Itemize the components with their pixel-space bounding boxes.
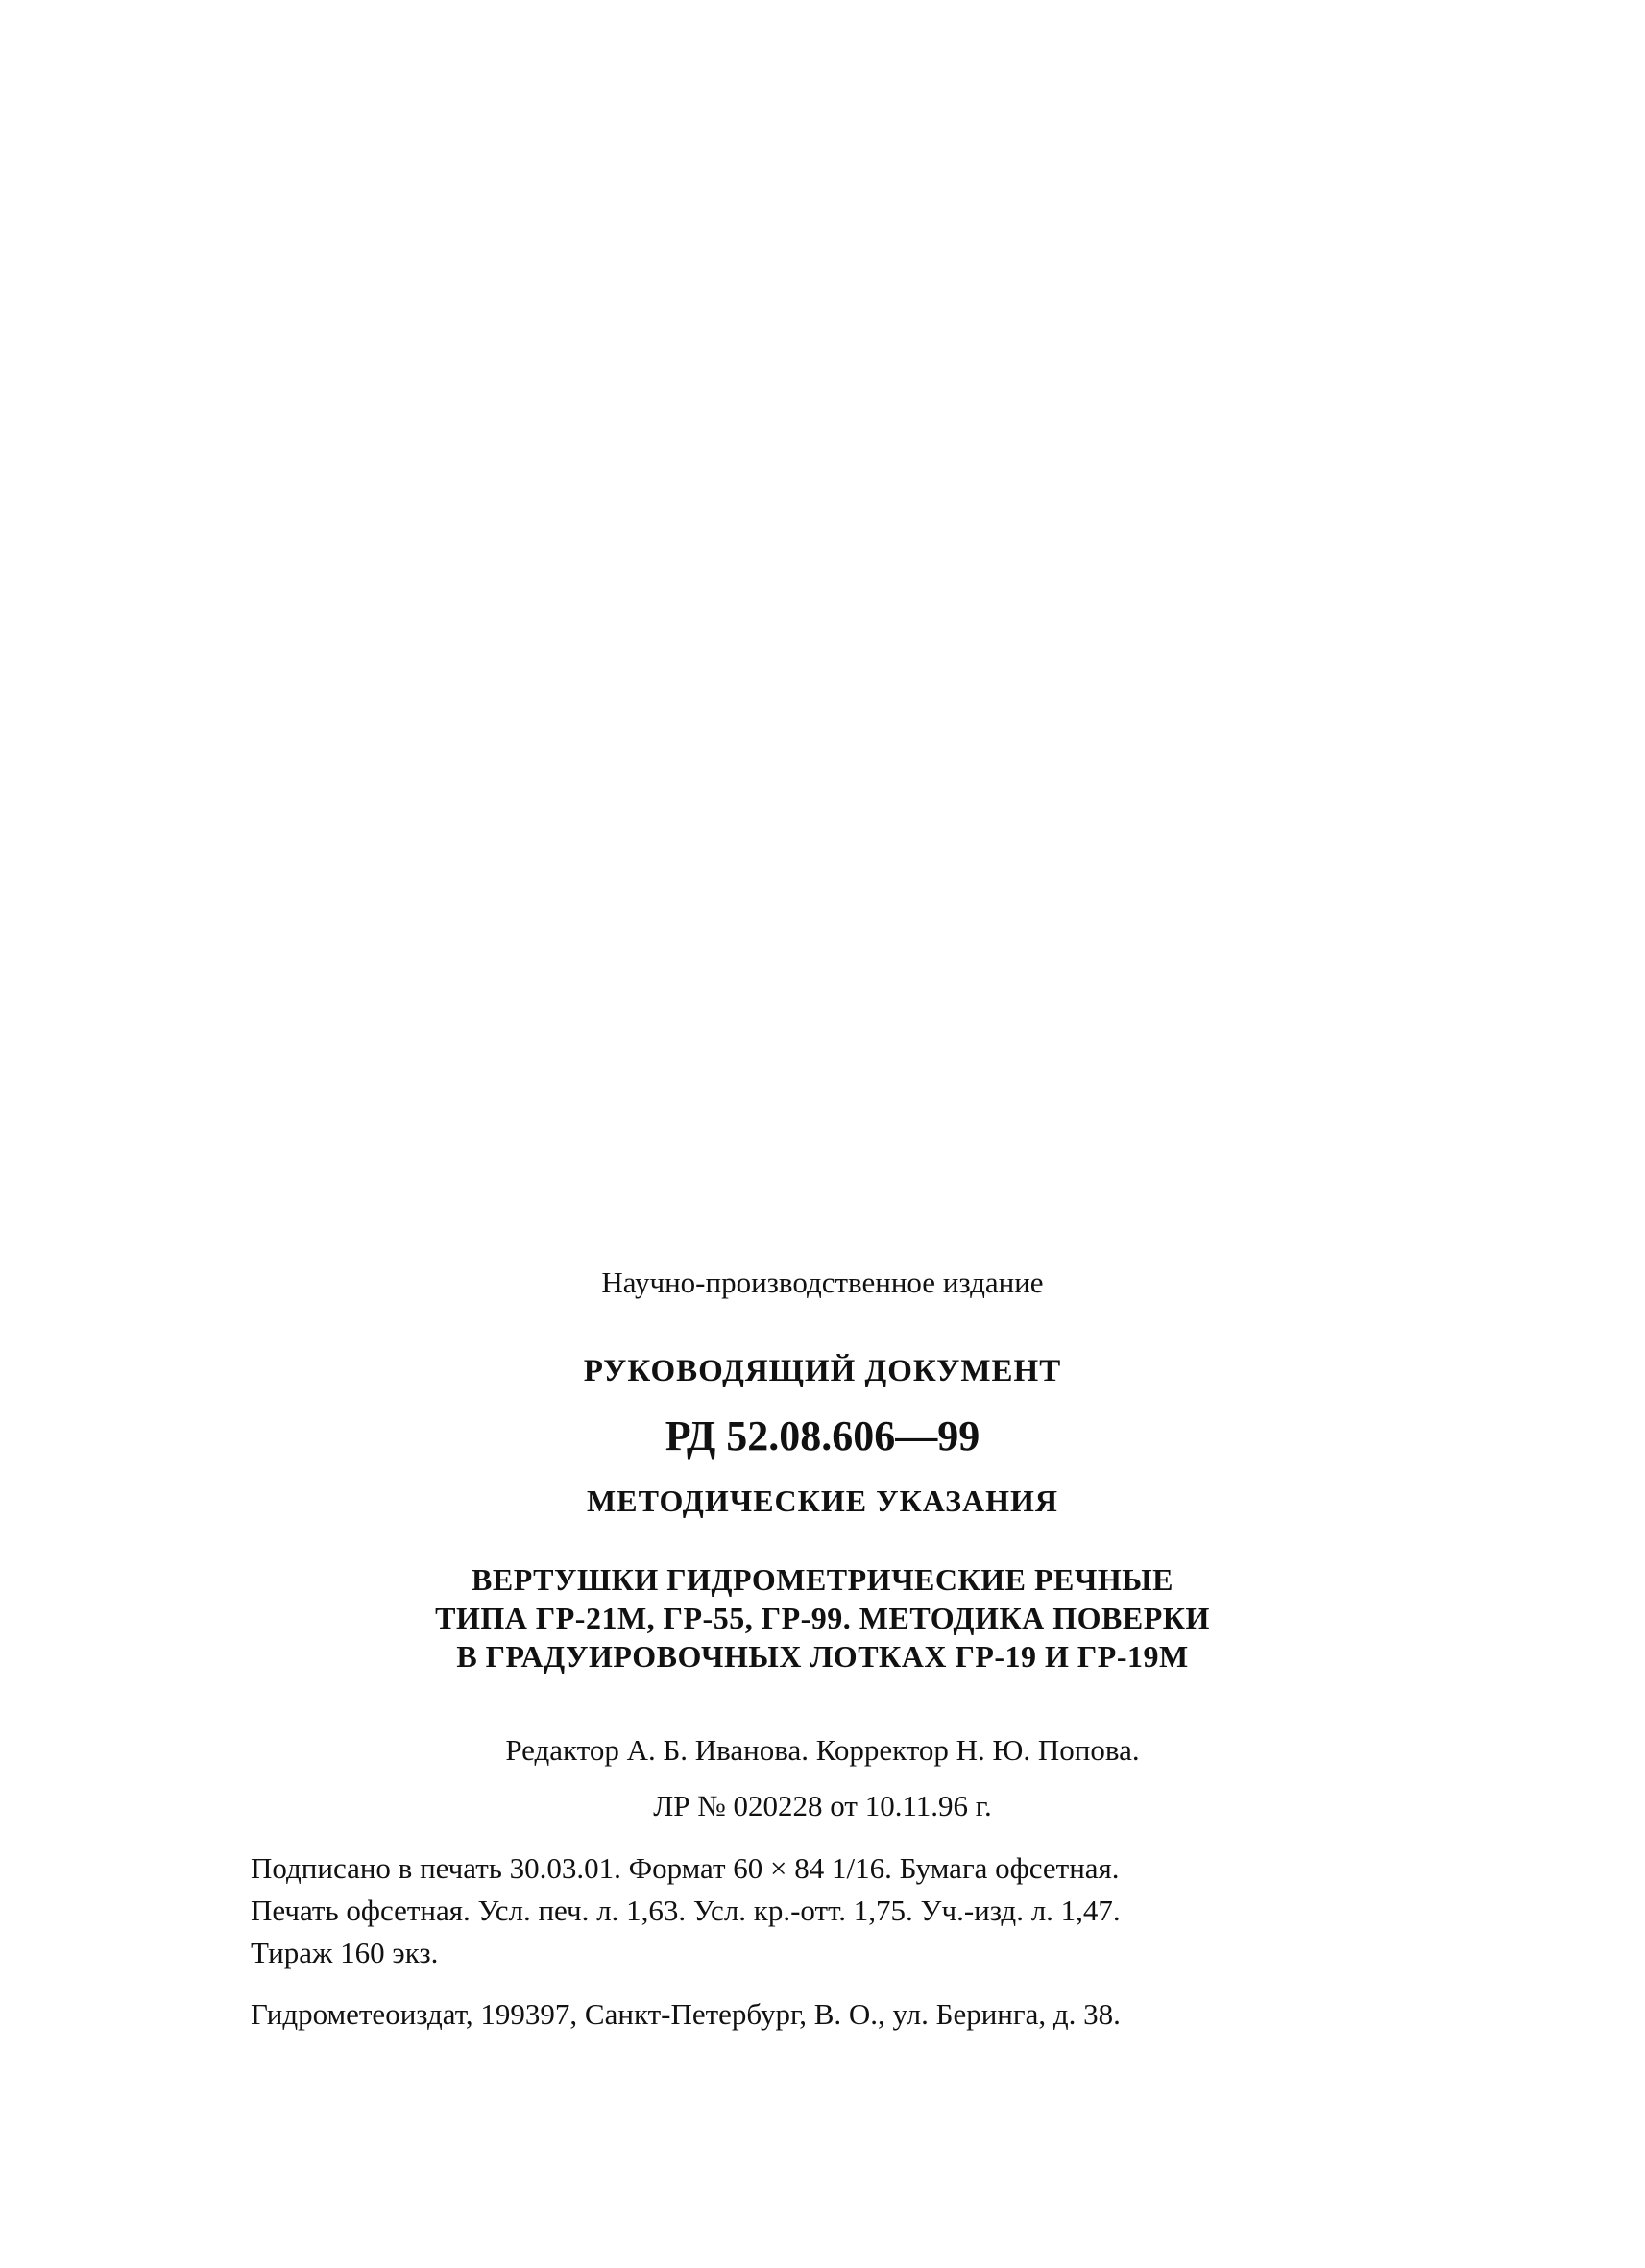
title-line: ТИПА ГР-21М, ГР-55, ГР-99. МЕТОДИКА ПОВЕРКИ xyxy=(435,1601,1210,1635)
document-number: РД 52.08.606—99 xyxy=(665,1412,980,1460)
document-title xyxy=(0,1560,1645,1676)
document-heading: РУКОВОДЯЩИЙ ДОКУМЕНТ xyxy=(583,1354,1062,1388)
print-detail-line: Печать офсетная. Усл. печ. л. 1,63. Усл. кр.-отт. 1,75. Уч.-изд. л. 1,47. xyxy=(251,1894,1121,1927)
title-line: ВЕРТУШКИ ГИДРОМЕТРИЧЕСКИЕ РЕЧНЫЕ xyxy=(472,1562,1173,1597)
edition-type: Научно-производственное издание xyxy=(601,1266,1044,1299)
print-details xyxy=(251,1847,1403,1974)
print-detail-line: Подписано в печать 30.03.01. Формат 60 × 84 1/16. Бумага офсетная. xyxy=(251,1851,1120,1885)
document-kind: МЕТОДИЧЕСКИЕ УКАЗАНИЯ xyxy=(587,1484,1058,1518)
print-detail-line: Тираж 160 экз. xyxy=(251,1936,439,1969)
editors-line: Редактор А. Б. Иванова. Корректор Н. Ю. Попова. xyxy=(505,1733,1140,1767)
title-line: В ГРАДУИРОВОЧНЫХ ЛОТКАХ ГР-19 И ГР-19М xyxy=(456,1639,1189,1674)
publisher-address: Гидрометеоиздат, 199397, Санкт-Петербург, В. О., ул. Беринга, д. 38. xyxy=(251,1997,1121,2031)
license-line: ЛР № 020228 от 10.11.96 г. xyxy=(653,1789,992,1822)
